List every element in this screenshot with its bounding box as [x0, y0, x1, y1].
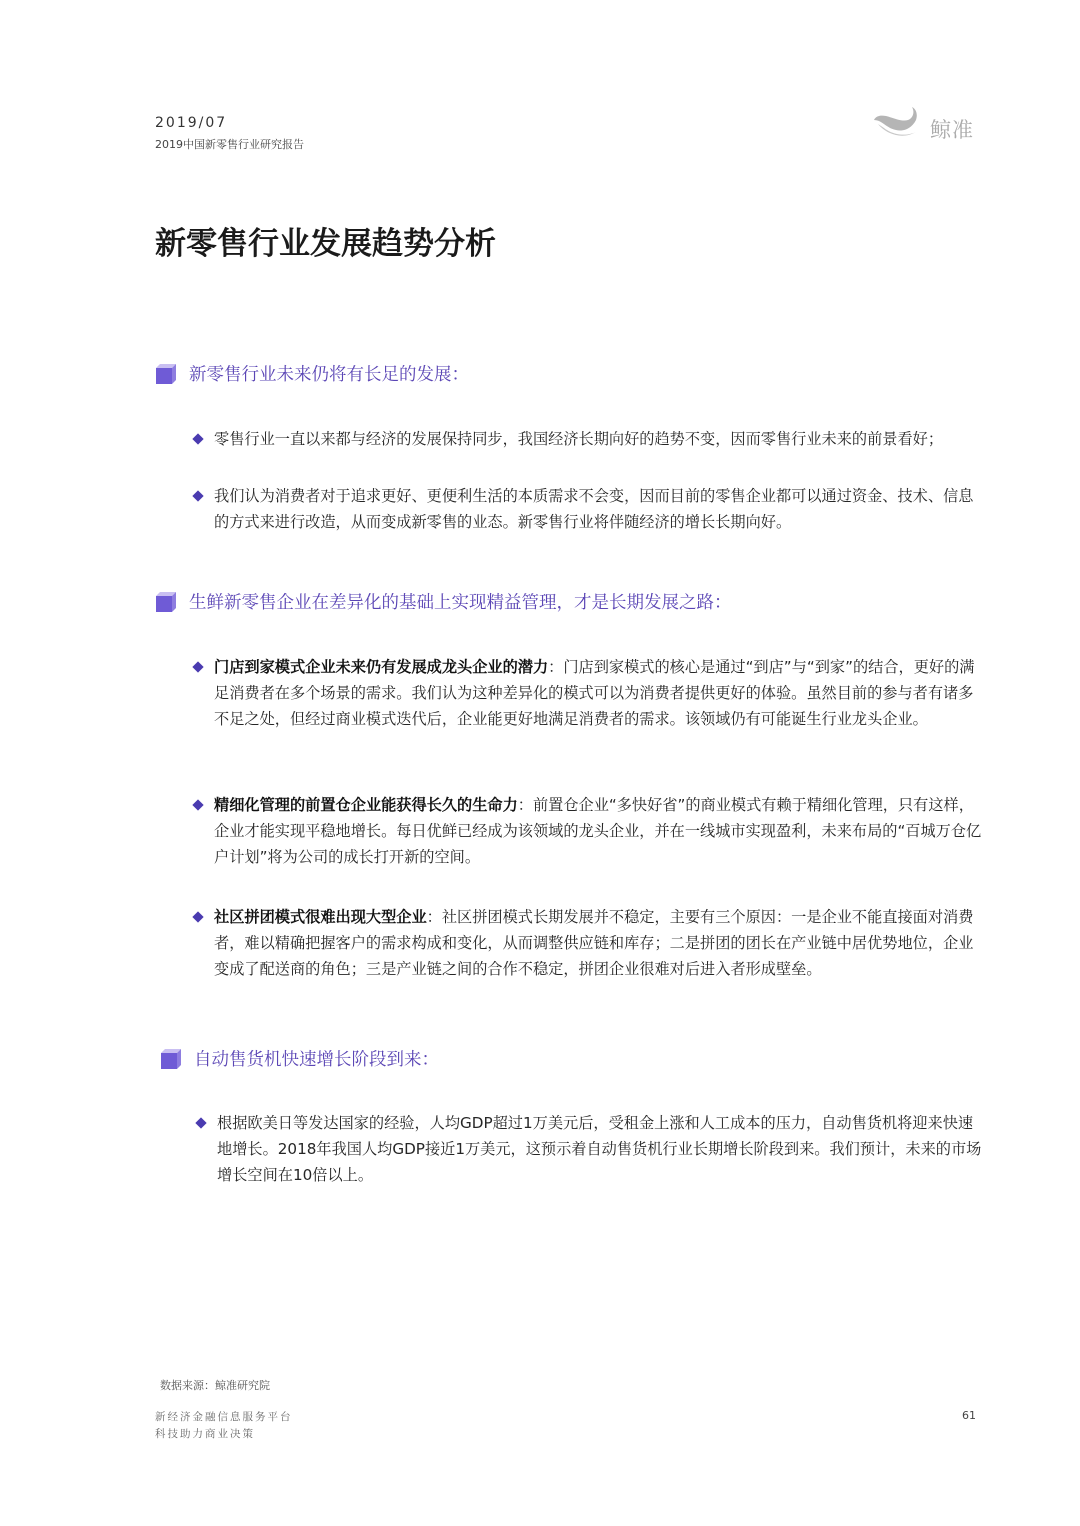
section-heading: [160, 1046, 439, 1071]
list-item: 零售行业一直以来都与经济的发展保持同步，我国经济长期向好的趋势不变，因而零售行业未来的前景看好；: [192, 426, 982, 452]
diamond-bullet-icon: [195, 1117, 206, 1128]
diamond-bullet-icon: [192, 433, 203, 444]
section-title: 生鲜新零售企业在差异化的基础上实现精益管理，才是长期发展之路：: [189, 593, 732, 613]
section-heading: [155, 361, 469, 386]
diamond-bullet-icon: [192, 799, 203, 810]
logo-text: 鲸准: [930, 118, 974, 142]
diamond-bullet-icon: [192, 490, 203, 501]
section-heading: [155, 589, 732, 614]
list-item: 我们认为消费者对于追求更好、更便利生活的本质需求不会变，因而目前的零售企业都可以通过资金、技术、信息的方式来进行改造，从而变成新零售的业态。新零售行业将伴随经济的增长长期向好。: [192, 483, 982, 535]
footer-tagline: 新经济金融信息服务平台: [155, 1411, 293, 1423]
list-item: 精细化管理的前置仓企业能获得长久的生命力：前置仓企业“多快好省”的商业模式有赖于精细化管理，只有这样，企业才能实现平稳地增长。每日优鲜已经成为该领域的龙头企业，并在一线城市实现盈利，未来布局的“百城万仓亿户计划”将为公司的成长打开新的空间。: [192, 792, 982, 870]
brand-logo: [872, 104, 982, 148]
cube-icon: [160, 1048, 182, 1070]
cube-icon: [155, 591, 177, 613]
section-title: 新零售行业未来仍将有长足的发展：: [189, 365, 469, 385]
footer-tagline: 科技助力商业决策: [155, 1428, 255, 1440]
data-source: 数据来源：鲸准研究院: [160, 1379, 270, 1392]
list-item: 社区拼团模式很难出现大型企业：社区拼团模式长期发展并不稳定，主要有三个原因：一是企业不能直接面对消费者，难以精确把握客户的需求构成和变化，从而调整供应链和库存；二是拼团的团长在产业链中居优势地位，企业变成了配送商的角色；三是产业链之间的合作不稳定，拼团企业很难对后进入者形成壁垒。: [192, 904, 982, 982]
page-title: 新零售行业发展趋势分析: [155, 226, 496, 262]
diamond-bullet-icon: [192, 661, 203, 672]
report-name: 2019中国新零售行业研究报告: [155, 138, 304, 151]
cube-icon: [155, 363, 177, 385]
report-date: 2019/07: [155, 115, 228, 131]
list-item: 根据欧美日等发达国家的经验，人均GDP超过1万美元后，受租金上涨和人工成本的压力，自动售货机将迎来快速地增长。2018年我国人均GDP接近1万美元，这预示着自动售货机行业长期增长阶段到来。我们预计，未来的市场增长空间在10倍以上。: [195, 1110, 985, 1188]
whale-icon: [872, 106, 926, 142]
list-item: 门店到家模式企业未来仍有发展成龙头企业的潜力：门店到家模式的核心是通过“到店”与“到家”的结合，更好的满足消费者在多个场景的需求。我们认为这种差异化的模式可以为消费者提供更好的体验。虽然目前的参与者有诸多不足之处，但经过商业模式迭代后，企业能更好地满足消费者的需求。该领域仍有可能诞生行业龙头企业。: [192, 654, 982, 732]
section-title: 自动售货机快速增长阶段到来：: [194, 1050, 439, 1070]
page-number: 61: [962, 1409, 976, 1422]
diamond-bullet-icon: [192, 911, 203, 922]
